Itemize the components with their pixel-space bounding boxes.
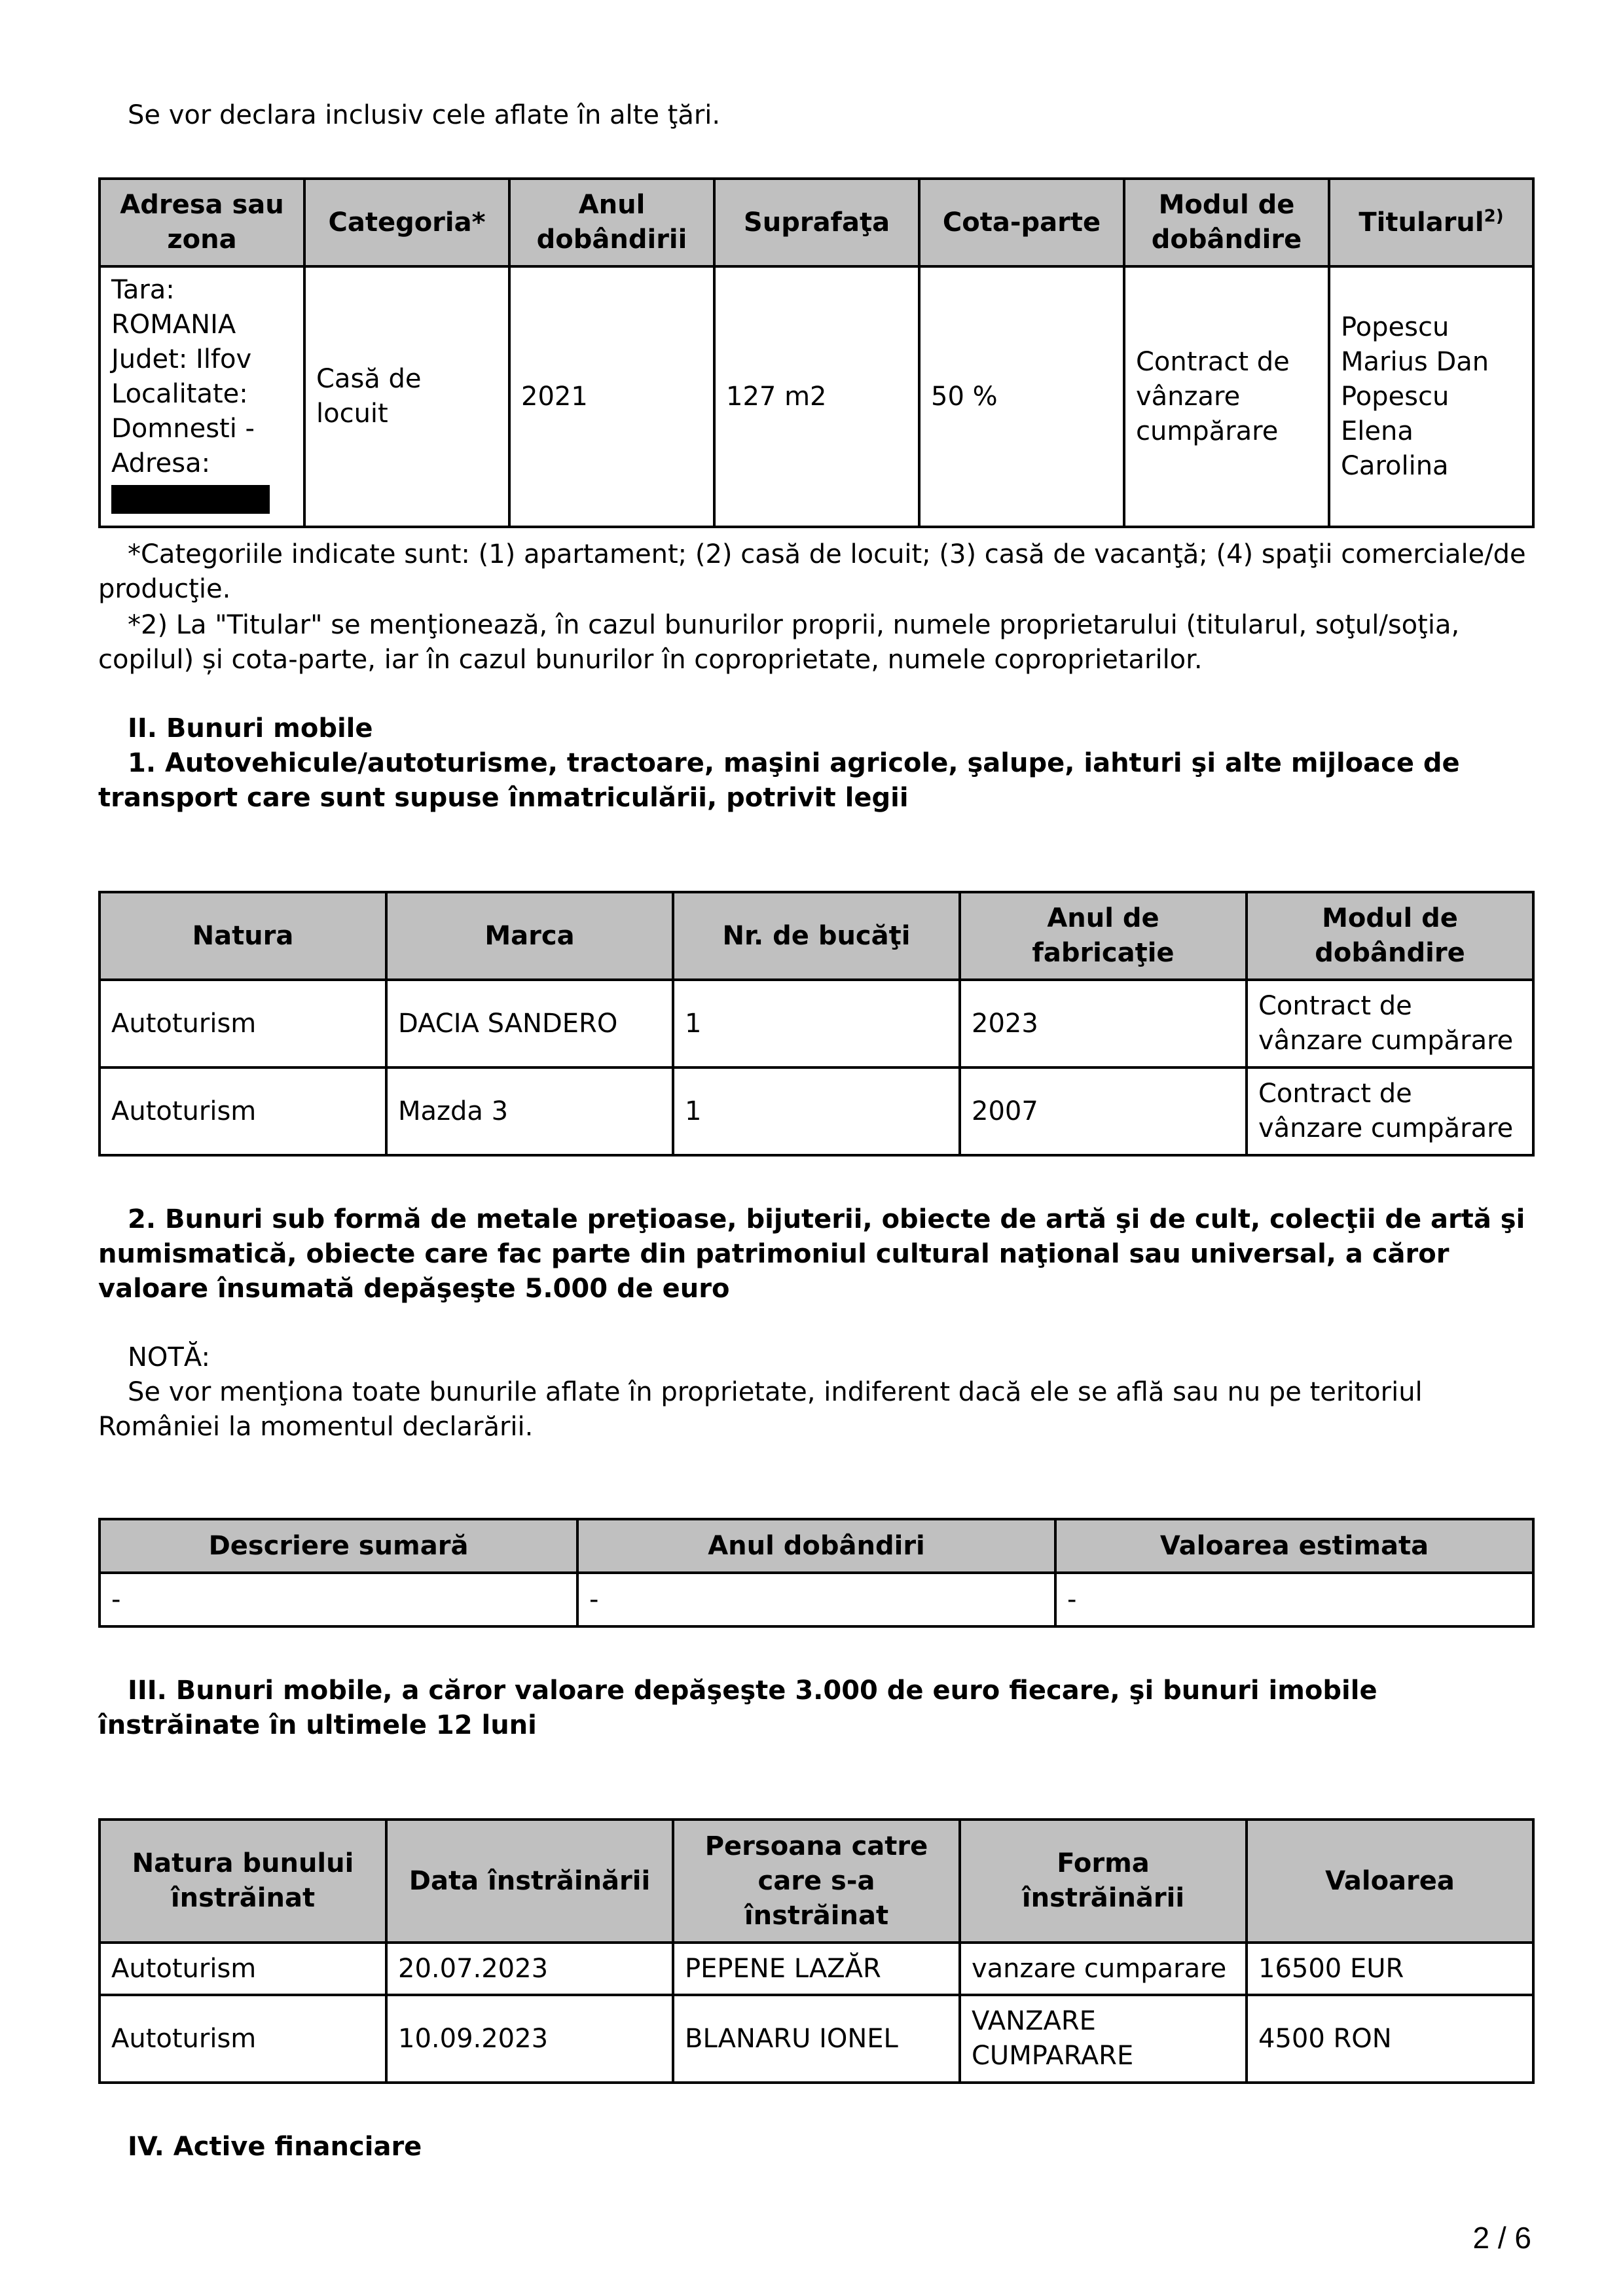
real-estate-table <box>98 177 1535 528</box>
nota-label: NOTĂ: <box>128 1342 210 1372</box>
header-cell: Categoria* <box>304 179 509 266</box>
table-cell: 16500 EUR <box>1247 1943 1533 1995</box>
table-cell: - <box>577 1573 1055 1626</box>
header-cell: Anul dobândirii <box>509 179 714 266</box>
table-cell: - <box>1055 1573 1533 1626</box>
table-row <box>100 1573 1533 1626</box>
header-cell-label: Titularul <box>1359 207 1484 238</box>
section-title-alienated-goods: III. Bunuri mobile, a căror valoare depăşeşte 3.000 de euro fiecare, şi bunuri imobile înstrăinate în ultimele 12 luni <box>98 1676 1377 1740</box>
holder-line: Popescu <box>1341 312 1450 342</box>
alienated-goods-table <box>98 1818 1535 2084</box>
subsection-valuables: 2. Bunuri sub formă de metale preţioase, bijuterii, obiecte de artă şi de cult, colecţii de artă şi numismatică, obiecte care fac parte din patrimoniul cultural naţional sau universal, a căror valoare însumată depăşeşte 5.000 de euro <box>98 1204 1525 1304</box>
table-cell: Autoturism <box>100 1995 386 2083</box>
page-number: 2 / 6 <box>1472 2221 1531 2255</box>
table-cell: 1 <box>673 980 960 1067</box>
table-cell: 10.09.2023 <box>386 1995 673 2083</box>
header-cell: Descriere sumară <box>100 1519 577 1573</box>
valuables-table <box>98 1518 1535 1628</box>
table-cell: 2023 <box>960 980 1247 1067</box>
mode-cell: Contract de vânzare cumpărare <box>1124 266 1329 527</box>
table-cell: DACIA SANDERO <box>386 980 673 1067</box>
address-line: Localitate: <box>111 379 248 409</box>
header-cell: Adresa sau zona <box>100 179 304 266</box>
table-cell: Autoturism <box>100 1943 386 1995</box>
year-cell: 2021 <box>509 266 714 527</box>
header-cell: Modul de dobândire <box>1124 179 1329 266</box>
table-cell: 20.07.2023 <box>386 1943 673 1995</box>
table-cell: BLANARU IONEL <box>673 1995 960 2083</box>
table-header-row <box>100 1820 1533 1943</box>
address-line: Tara: <box>111 275 175 305</box>
table-cell: Autoturism <box>100 980 386 1067</box>
table-cell: Mazda 3 <box>386 1067 673 1155</box>
address-line: Adresa: <box>111 448 211 478</box>
header-cell: Modul de dobândire <box>1247 892 1533 980</box>
address-cell <box>100 266 304 527</box>
table-header-row <box>100 892 1533 980</box>
table-cell: vanzare cumparare <box>960 1943 1247 1995</box>
table-cell: - <box>100 1573 577 1626</box>
page-content <box>98 98 1532 2164</box>
holder-line: Marius Dan <box>1341 346 1489 377</box>
section-title-mobile-goods: II. Bunuri mobile <box>128 713 373 744</box>
holder-cell <box>1329 266 1533 527</box>
table-cell: Autoturism <box>100 1067 386 1155</box>
table-cell: 1 <box>673 1067 960 1155</box>
table-header-row <box>100 1519 1533 1573</box>
intro-note: Se vor declara inclusiv cele aflate în alte ţări. <box>128 100 721 130</box>
header-cell: Anul de fabricaţie <box>960 892 1247 980</box>
holder-line: Elena <box>1341 416 1413 446</box>
header-cell-titular <box>1329 179 1533 266</box>
header-cell: Nr. de bucăţi <box>673 892 960 980</box>
table-header-row <box>100 179 1533 266</box>
holder-line: Popescu <box>1341 381 1450 412</box>
footnote-marker: 2) <box>1484 206 1504 226</box>
table-row <box>100 980 1533 1067</box>
address-line: Domnesti - <box>111 414 255 444</box>
surface-cell: 127 m2 <box>714 266 919 527</box>
section-title-financial-assets: IV. Active financiare <box>128 2132 422 2162</box>
header-cell: Forma înstrăinării <box>960 1820 1247 1943</box>
vehicles-table <box>98 891 1535 1157</box>
header-cell: Natura bunului înstrăinat <box>100 1820 386 1943</box>
header-cell: Valoarea <box>1247 1820 1533 1943</box>
header-cell: Anul dobândiri <box>577 1519 1055 1573</box>
redacted-address-block <box>111 485 270 514</box>
table-cell: Contract de vânzare cumpărare <box>1247 1067 1533 1155</box>
table-row <box>100 1943 1533 1995</box>
header-cell: Data înstrăinării <box>386 1820 673 1943</box>
subsection-vehicles: 1. Autovehicule/autoturisme, tractoare, maşini agricole, şalupe, iahturi şi alte mijloace de transport care sunt supuse înmatriculării, potrivit legii <box>98 748 1460 813</box>
header-cell: Persoana catre care s-a înstrăinat <box>673 1820 960 1943</box>
header-cell: Marca <box>386 892 673 980</box>
table-cell: Contract de vânzare cumpărare <box>1247 980 1533 1067</box>
footnote-categories: *Categoriile indicate sunt: (1) apartament; (2) casă de locuit; (3) casă de vacanţă; (4) spaţii comerciale/de producţie. <box>98 539 1526 604</box>
table-row <box>100 266 1533 527</box>
address-line: ROMANIA <box>111 310 236 340</box>
share-cell: 50 % <box>919 266 1124 527</box>
header-cell: Suprafaţa <box>714 179 919 266</box>
footnote-titular: *2) La "Titular" se menţionează, în cazul bunurilor proprii, numele proprietarului (titularul, soţul/soţia, copilul) și cota-parte, iar în cazul bunurilor în coproprietate, numele coproprietarilor. <box>98 610 1460 675</box>
header-cell: Valoarea estimata <box>1055 1519 1533 1573</box>
header-cell: Natura <box>100 892 386 980</box>
table-cell: VANZARE CUMPARARE <box>960 1995 1247 2083</box>
address-line: Judet: Ilfov <box>111 344 252 374</box>
table-cell: 4500 RON <box>1247 1995 1533 2083</box>
table-cell: PEPENE LAZĂR <box>673 1943 960 1995</box>
header-cell: Cota-parte <box>919 179 1124 266</box>
category-cell: Casă de locuit <box>304 266 509 527</box>
table-row <box>100 1995 1533 2083</box>
nota-text: Se vor menţiona toate bunurile aflate în proprietate, indiferent dacă ele se află sau nu pe teritoriul României la momentul declarării. <box>98 1377 1423 1442</box>
table-row <box>100 1067 1533 1155</box>
holder-line: Carolina <box>1341 450 1449 481</box>
table-cell: 2007 <box>960 1067 1247 1155</box>
